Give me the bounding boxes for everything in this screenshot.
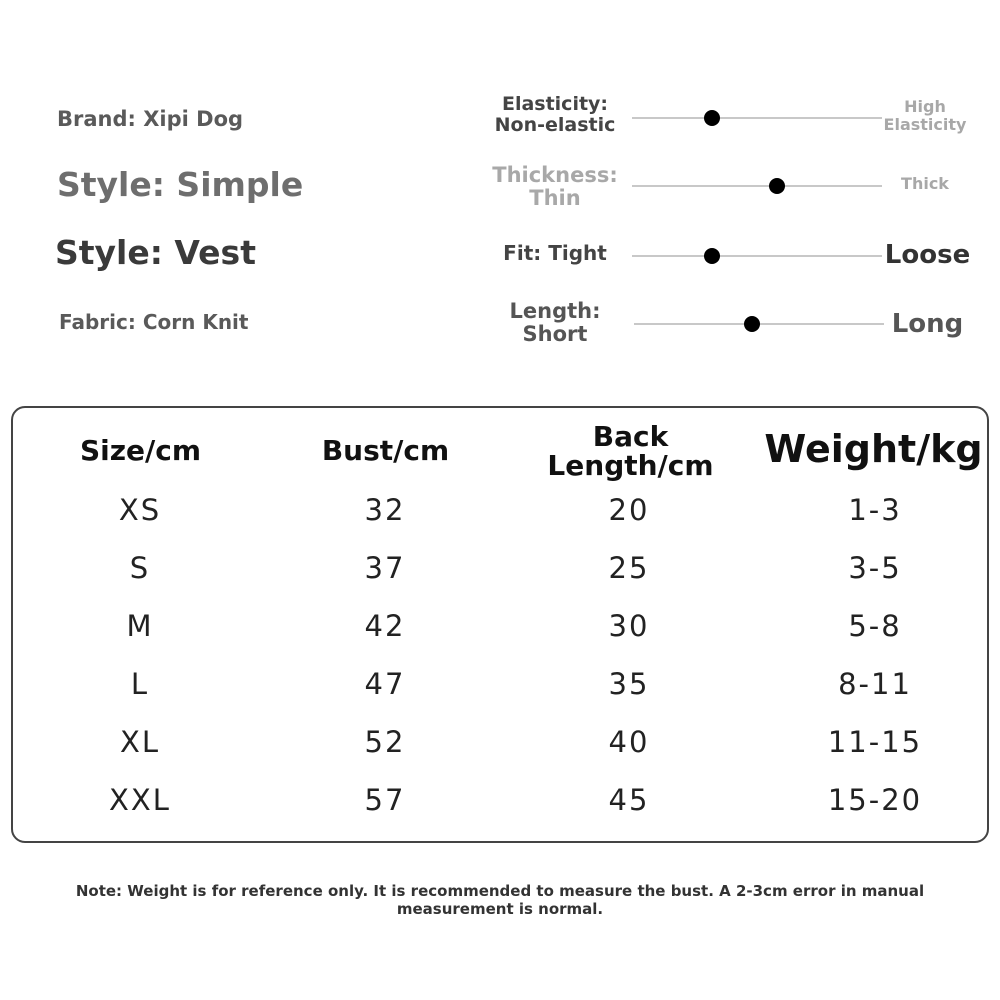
table-cell-size: XL	[119, 725, 161, 759]
table-cell-back: 25	[608, 551, 650, 585]
elasticity-right-label	[880, 98, 970, 133]
header-back-line2: Length/cm	[547, 449, 714, 483]
thickness-left-line1: Thickness:	[492, 163, 618, 187]
style-simple-label: Style: Simple	[57, 165, 304, 204]
elasticity-right-line1: High	[904, 97, 946, 116]
length-right-line1: Long	[891, 309, 964, 339]
size-table	[11, 406, 989, 843]
elasticity-left-line1: Elasticity:	[501, 93, 609, 115]
thickness-track	[632, 185, 882, 187]
thickness-left-line2: Thin	[529, 186, 581, 211]
table-cell-weight: 11-15	[827, 725, 923, 759]
table-cell-bust: 47	[364, 667, 406, 701]
table-cell-back: 45	[608, 783, 650, 817]
table-cell-size: XXL	[109, 783, 171, 817]
elasticity-right-line2: Elasticity	[883, 114, 967, 134]
table-cell-back: 30	[608, 609, 650, 643]
fit-left-label	[470, 242, 640, 264]
thickness-right-line1: Thick	[901, 174, 949, 193]
fit-left-line1: Fit: Tight	[503, 241, 607, 265]
elasticity-left-line2: Non-elastic	[494, 113, 616, 136]
header-size: Size/cm	[79, 434, 202, 467]
elasticity-track	[632, 117, 882, 119]
fit-right-line1: Loose	[884, 240, 971, 270]
fit-track	[632, 255, 882, 257]
fit-right-label	[880, 241, 975, 270]
table-cell-size: XS	[118, 493, 162, 527]
table-cell-bust: 32	[364, 493, 406, 527]
table-cell-back: 35	[608, 667, 650, 701]
length-left-line2: Short	[522, 322, 588, 347]
fabric-label: Fabric: Corn Knit	[59, 310, 249, 334]
thickness-scale	[470, 158, 970, 218]
table-cell-bust: 57	[364, 783, 406, 817]
length-scale	[470, 296, 970, 356]
table-cell-weight: 15-20	[827, 783, 923, 817]
table-cell-weight: 1-3	[848, 493, 902, 527]
elasticity-knob	[704, 110, 720, 126]
thickness-left-label	[470, 164, 640, 210]
elasticity-scale	[470, 90, 970, 150]
length-knob	[744, 316, 760, 332]
table-cell-weight: 3-5	[848, 551, 902, 585]
style-vest-label: Style: Vest	[55, 233, 256, 272]
table-cell-bust: 42	[364, 609, 406, 643]
length-left-line1: Length:	[509, 299, 601, 323]
table-cell-bust: 52	[364, 725, 406, 759]
table-cell-bust: 37	[364, 551, 406, 585]
length-left-label	[470, 300, 640, 346]
measurement-note: Note: Weight is for reference only. It is recommended to measure the bust. A 2-3cm error in manual measurement is normal.	[75, 882, 925, 918]
table-cell-back: 20	[608, 493, 650, 527]
table-cell-weight: 5-8	[848, 609, 902, 643]
thickness-right-label	[880, 175, 970, 193]
header-back-line1: Back	[592, 420, 669, 453]
length-right-label	[880, 310, 975, 339]
table-cell-size: L	[130, 667, 150, 701]
fit-knob	[704, 248, 720, 264]
table-cell-size: M	[126, 609, 154, 643]
header-bust: Bust/cm	[321, 434, 450, 467]
table-cell-size: S	[129, 551, 151, 585]
fit-scale	[470, 228, 970, 288]
thickness-knob	[769, 178, 785, 194]
table-cell-back: 40	[608, 725, 650, 759]
brand-label: Brand: Xipi Dog	[57, 107, 244, 131]
elasticity-left-label	[470, 94, 640, 136]
header-weight: Weight/kg	[764, 427, 983, 471]
header-back-length	[523, 422, 738, 481]
table-cell-weight: 8-11	[838, 667, 912, 701]
